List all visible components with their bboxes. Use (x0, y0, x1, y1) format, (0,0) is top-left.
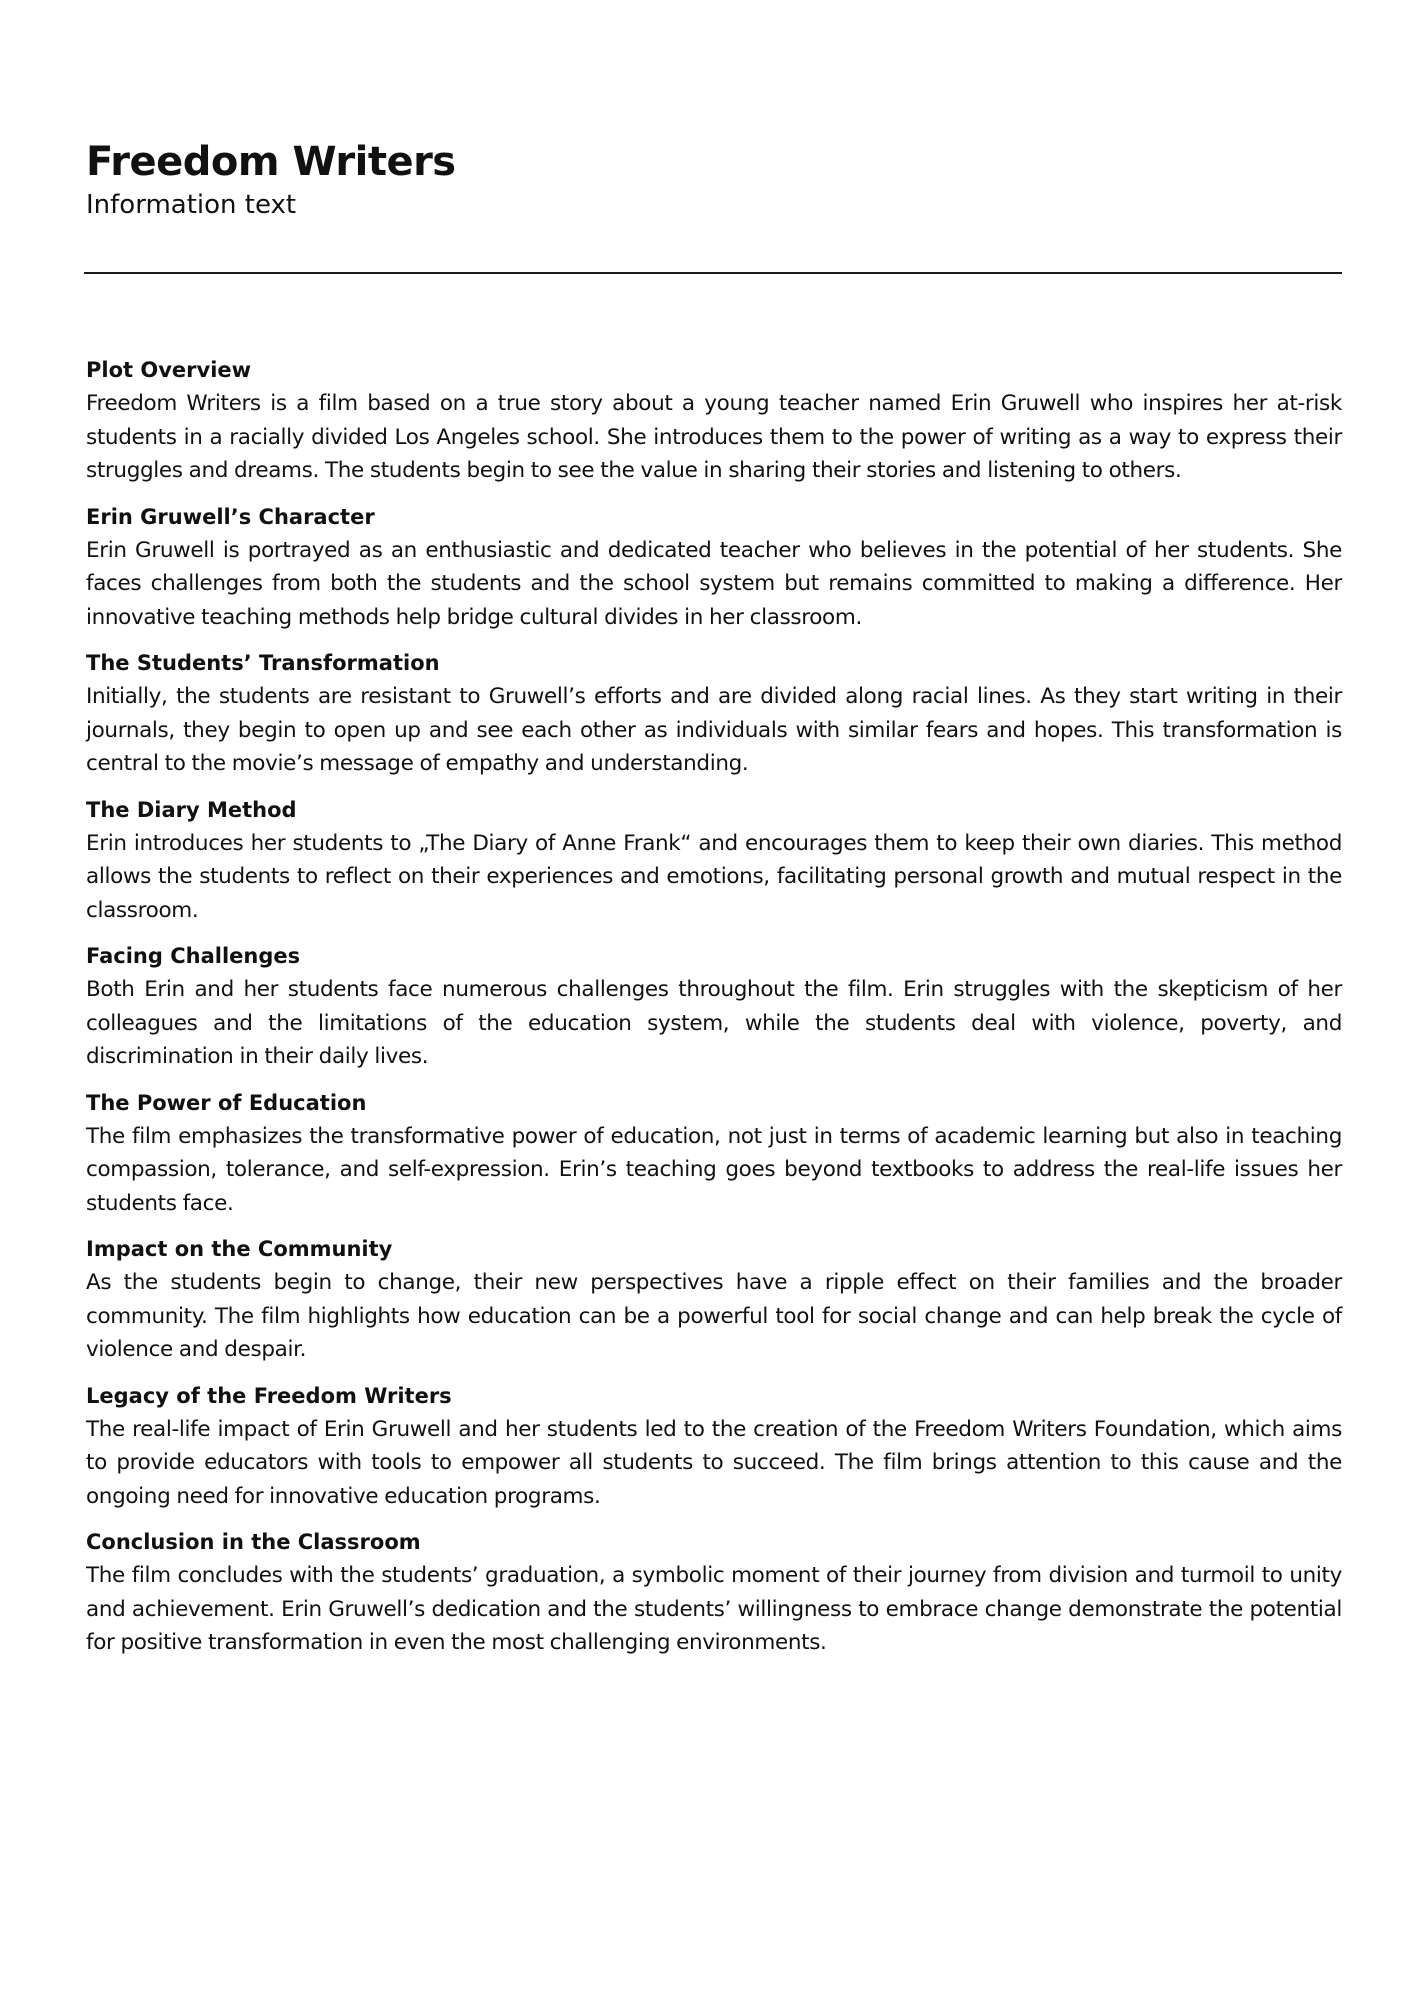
section-heading: Erin Gruwell’s Character (86, 504, 375, 529)
title-divider (84, 272, 1342, 274)
section-heading: Plot Overview (86, 358, 252, 382)
section-text: Erin introduces her students to „The Diary of Anne Frank“ and encourages them to keep their own diaries. This method allows the students to reflect on their experiences and emotions, facilitating personal growth and mutual respect in the classroom. (86, 830, 1342, 923)
section-text: The film emphasizes the transformative power of education, not just in terms of academic learning but also in teaching compassion, tolerance, and self-expression. Erin’s teaching goes beyond textbooks to address the real-life issues her students face. (86, 1123, 1342, 1216)
section-text: Erin Gruwell is portrayed as an enthusiastic and dedicated teacher who believes in the potential of her students. She faces challenges from both the students and the school system but remains committed to making a difference. Her innovative teaching methods help bridge cultural divides in her classroom. (86, 537, 1342, 630)
document-body (86, 354, 1342, 1673)
document-title: Freedom Writers (86, 139, 456, 185)
section-heading: Facing Challenges (86, 944, 301, 968)
section-text: As the students begin to change, their new perspectives have a ripple effect on their families and the broader community. The film highlights how education can be a powerful tool for social change and can help break the cycle of violence and despair. (86, 1270, 1342, 1362)
section-facing-challenges (86, 940, 1342, 1074)
section-heading: The Students’ Transformation (86, 651, 440, 675)
section-text: Initially, the students are resistant to Gruwell’s efforts and are divided along racial lines. As they start writing in their journals, they begin to open up and see each other as individuals with similar fears and hopes. This transformation is central to the movie’s message of empathy and understanding. (86, 684, 1342, 776)
section-conclusion (86, 1526, 1342, 1660)
section-heading: The Power of Education (86, 1090, 367, 1115)
section-legacy (86, 1380, 1342, 1514)
section-erin-gruwell-character (86, 501, 1342, 635)
section-diary-method (86, 794, 1342, 928)
section-text: The real-life impact of Erin Gruwell and her students led to the creation of the Freedom Writers Foundation, which aims to provide educators with tools to empower all students to succeed. The film brings attention to this cause and the ongoing need for innovative education programs. (86, 1416, 1342, 1509)
section-text: The film concludes with the students’ graduation, a symbolic moment of their journey from division and turmoil to unity and achievement. Erin Gruwell’s dedication and the students’ willingness to embrace change demonstrate the potential for positive transformation in even the most challenging environments. (86, 1563, 1342, 1655)
document-subtitle: Information text (86, 190, 297, 220)
section-text: Freedom Writers is a film based on a true story about a young teacher named Erin Gruwell who inspires her at-risk students in a racially divided Los Angeles school. She introduces them to the power of writing as a way to express their struggles and dreams. The students begin to see the value in sharing their stories and listening to others. (86, 391, 1342, 483)
section-plot-overview (86, 354, 1342, 488)
section-heading: Legacy of the Freedom Writers (86, 1383, 452, 1408)
section-impact-on-community (86, 1233, 1342, 1367)
section-students-transformation (86, 647, 1342, 781)
section-heading: The Diary Method (86, 797, 297, 822)
section-heading: Impact on the Community (86, 1237, 393, 1261)
section-heading: Conclusion in the Classroom (86, 1530, 421, 1554)
section-text: Both Erin and her students face numerous challenges throughout the film. Erin struggles with the skepticism of her colleagues and the limitations of the education system, while the students deal with violence, poverty, and discrimination in their daily lives. (86, 977, 1342, 1069)
section-power-of-education (86, 1087, 1342, 1221)
